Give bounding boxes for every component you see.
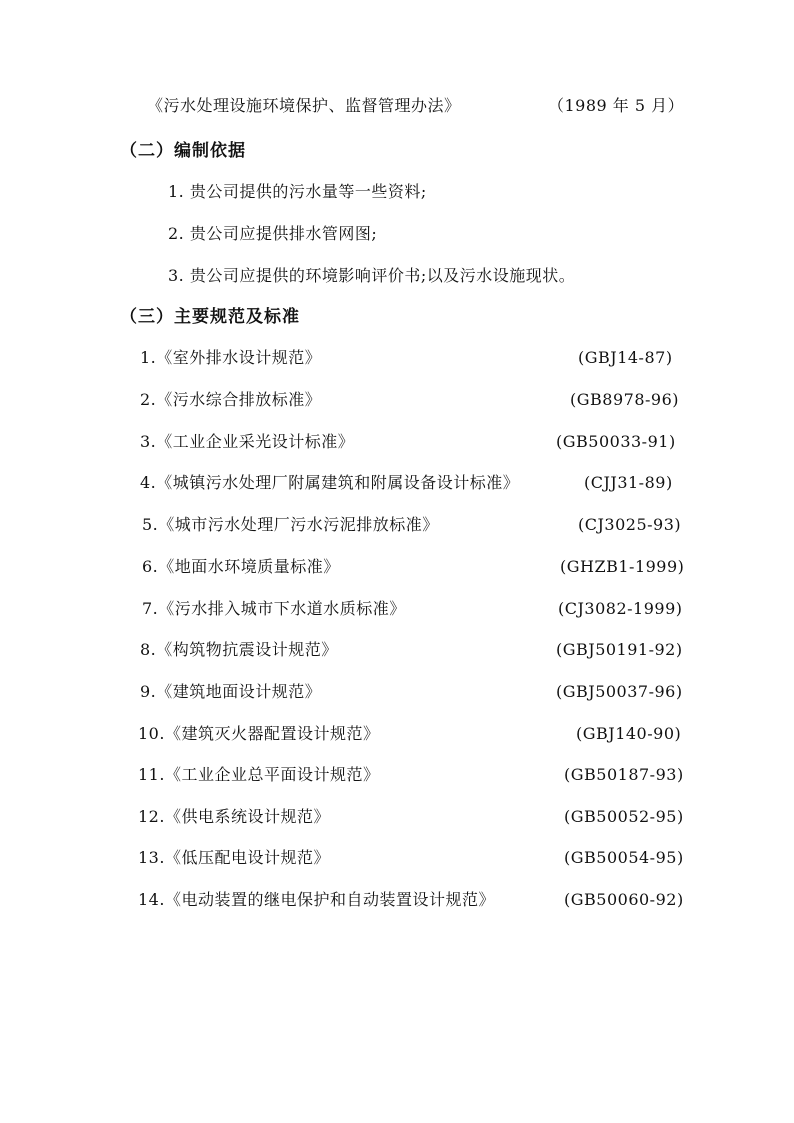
standard-title: 9.《建筑地面设计规范》 <box>140 682 322 701</box>
standard-code: (CJ3025-93) <box>578 515 682 534</box>
standard-code: (GB50060-92) <box>564 890 684 909</box>
standard-title: 8.《构筑物抗震设计规范》 <box>140 640 338 659</box>
basis-item: 3. 贵公司应提供的环境影响评价书;以及污水设施现状。 <box>168 266 576 285</box>
standard-title: 4.《城镇污水处理厂附属建筑和附属设备设计标准》 <box>140 473 520 492</box>
standard-code: (GB50052-95) <box>564 807 684 826</box>
regulation-date: （1989 年 5 月） <box>548 96 685 115</box>
standard-title: 13.《低压配电设计规范》 <box>138 848 330 867</box>
standard-title: 5.《城市污水处理厂污水污泥排放标准》 <box>142 515 439 534</box>
standard-code: (GBJ140-90) <box>576 724 682 743</box>
standard-code: (GBJ14-87) <box>578 348 673 367</box>
section-heading-standards: （三）主要规范及标准 <box>120 307 300 327</box>
standard-title: 2.《污水综合排放标准》 <box>140 390 322 409</box>
standard-title: 7.《污水排入城市下水道水质标准》 <box>142 599 406 618</box>
section-heading-basis: （二）编制依据 <box>120 141 246 161</box>
standard-title: 12.《供电系统设计规范》 <box>138 807 330 826</box>
standard-code: (GHZB1-1999) <box>560 557 685 576</box>
standard-code: (CJJ31-89) <box>584 473 673 492</box>
basis-item: 1. 贵公司提供的污水量等一些资料; <box>168 182 427 201</box>
standard-title: 1.《室外排水设计规范》 <box>140 348 322 367</box>
standard-code: (GB8978-96) <box>570 390 680 409</box>
standard-code: (GB50187-93) <box>564 765 684 784</box>
regulation-title: 《污水处理设施环境保护、监督管理办法》 <box>147 96 461 115</box>
standard-code: (GB50033-91) <box>556 432 676 451</box>
standard-title: 6.《地面水环境质量标准》 <box>142 557 340 576</box>
standard-code: (CJ3082-1999) <box>558 599 683 618</box>
standard-code: (GB50054-95) <box>564 848 684 867</box>
basis-item: 2. 贵公司应提供排水管网图; <box>168 224 378 243</box>
standard-title: 11.《工业企业总平面设计规范》 <box>138 765 380 784</box>
standard-code: (GBJ50037-96) <box>556 682 683 701</box>
standard-title: 10.《建筑灭火器配置设计规范》 <box>138 724 380 743</box>
standard-code: (GBJ50191-92) <box>556 640 683 659</box>
standard-title: 3.《工业企业采光设计标准》 <box>140 432 355 451</box>
standard-title: 14.《电动装置的继电保护和自动装置设计规范》 <box>138 890 495 909</box>
